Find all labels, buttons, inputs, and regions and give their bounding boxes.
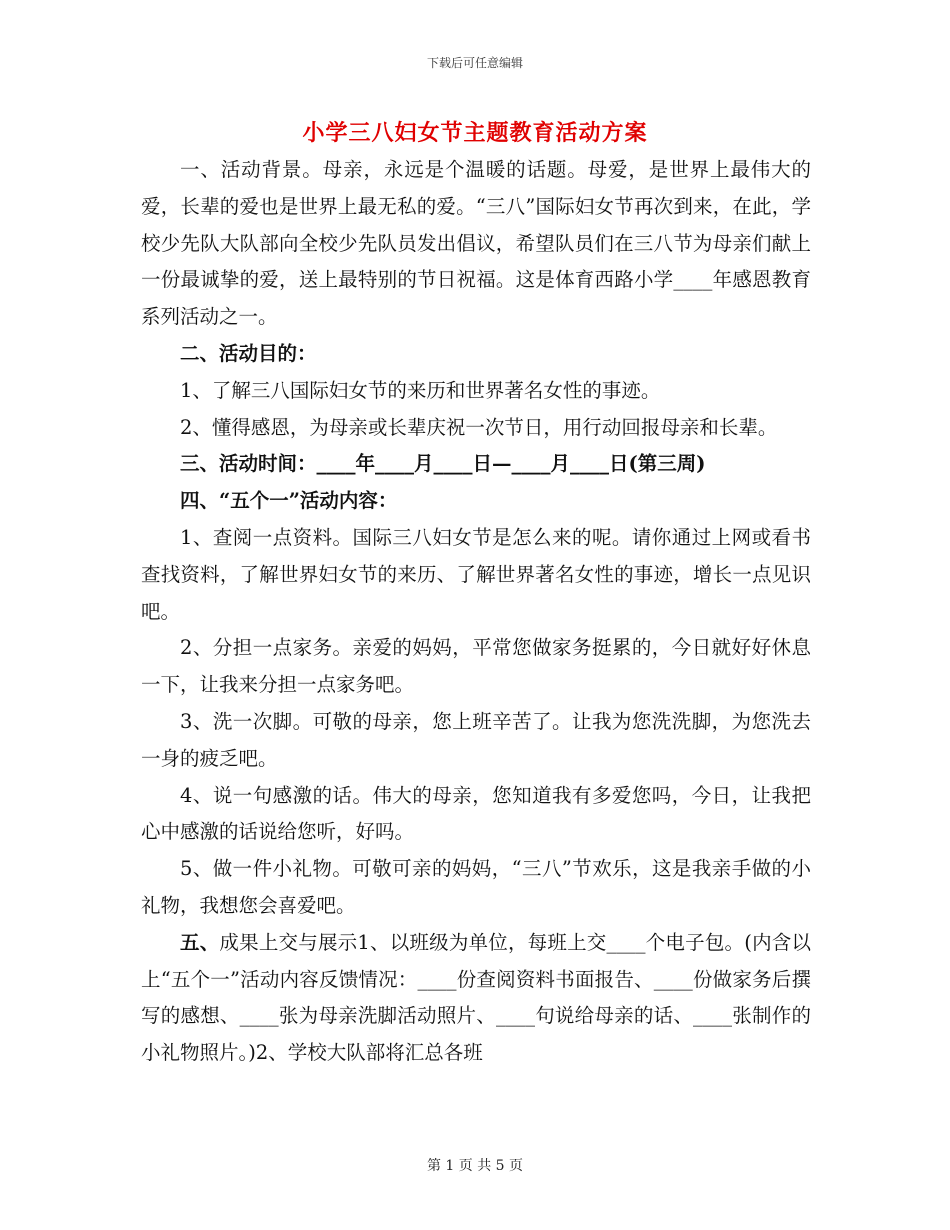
- content-item: 1、查阅一点资料。国际三八妇女节是怎么来的呢。请你通过上网或看书查找资料，了解世界妇女节的来历、了解世界著名女性的事迹，增长一点见识吧。: [141, 525, 811, 623]
- purpose-item: 1、了解三八国际妇女节的来历和世界著名女性的事迹。: [180, 378, 661, 402]
- content-item: 2、分担一点家务。亲爱的妈妈，平常您做家务挺累的，今日就好好休息一下，让我来分担一点家务吧。: [141, 636, 811, 697]
- section-purpose-heading: 二、活动目的：: [180, 341, 317, 365]
- document-title: 小学三八妇女节主题教育活动方案: [302, 120, 648, 146]
- section-background: 一、活动背景。母亲，永远是个温暖的话题。母爱，是世界上最伟大的爱，长辈的爱也是世界上最无私的爱。“三八”国际妇女节再次到来，在此，学校少先队大队部向全校少先队员发出倡议，希望队员们在三八节为母亲们献上一份最诚挚的爱，送上最特别的节日祝福。这是体育西路小学____年感恩教育系列活动之一。: [141, 158, 811, 329]
- section-results-lead: 五、: [180, 930, 220, 954]
- header-note: 下载后可任意编辑: [426, 56, 523, 70]
- section-results: [141, 925, 811, 1072]
- page-footer: 第 1 页 共 5 页: [426, 1158, 524, 1174]
- document-body: [141, 152, 811, 1072]
- section-content-heading: 四、“五个一”活动内容：: [180, 489, 398, 513]
- section-results-text: 成果上交与展示1、以班级为单位，每班上交____个电子包。(内含以上“五个一”活动内容反馈情况：____份查阅资料书面报告、____份做家务后撰写的感想、____张为母亲洗脚活动照片、____句说给母亲的话、____张制作的小礼物照片。)2、学校大队部将汇总各班: [141, 930, 811, 1065]
- content-item: 4、说一句感激的话。伟大的母亲，您知道我有多爱您吗，今日，让我把心中感激的话说给您听，好吗。: [141, 783, 811, 844]
- purpose-item: 2、懂得感恩，为母亲或长辈庆祝一次节日，用行动回报母亲和长辈。: [180, 415, 778, 439]
- content-item: 5、做一件小礼物。可敬可亲的妈妈，“三八”节欢乐，这是我亲手做的小礼物，我想您会喜爱吧。: [141, 857, 811, 917]
- content-item: 3、洗一次脚。可敬的母亲，您上班辛苦了。让我为您洗洗脚，为您洗去一身的疲乏吧。: [141, 709, 811, 770]
- section-time: 三、活动时间：____年____月____日—____月____日(第三周): [180, 452, 706, 476]
